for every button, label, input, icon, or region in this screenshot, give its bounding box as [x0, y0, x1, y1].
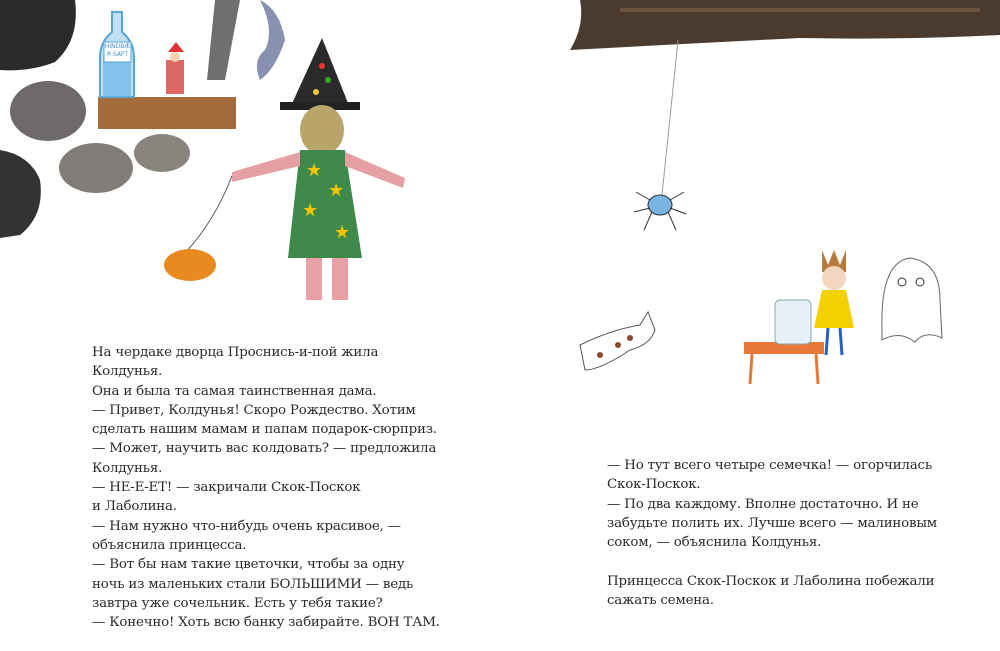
grey-stone: [134, 134, 190, 172]
dark-rock: [0, 150, 41, 238]
text-line: — По два каждому. Вполне достаточно. И не: [607, 496, 919, 512]
text-line: — Но тут всего четыре семечка! — огорчилась: [607, 458, 932, 473]
text-line: — НЕ-Е-ЕТ! — закричали Скок-Поскок: [92, 480, 361, 496]
witch-arm: [345, 152, 405, 188]
text-line: завтра уже сочельник. Есть у тебя такие?: [92, 595, 383, 611]
text-line: Колдунья.: [92, 364, 163, 380]
witch-face: [300, 105, 344, 155]
girl-dress: [814, 290, 854, 328]
text-line: Скок-Поскок.: [607, 477, 701, 493]
text-line: сделать нашим мамам и папам подарок-сюрприз.: [92, 422, 437, 438]
text-line: ночь из маленьких стали БОЛЬШИМИ — ведь: [92, 576, 414, 592]
svg-text:★: ★: [306, 160, 323, 181]
attic-beam: [570, 0, 1000, 50]
text-line: На чердаке дворца Проснись-и-пой жила: [92, 345, 379, 360]
text-line: Она и была та самая таинственная дама.: [92, 383, 377, 399]
text-line: и Лаболина.: [92, 499, 177, 515]
right-page: [500, 0, 1000, 651]
frog: [164, 249, 216, 281]
spider-thread: [662, 40, 678, 195]
dark-rock: [0, 0, 76, 70]
story-text-left: [92, 343, 440, 632]
svg-text:★: ★: [328, 180, 345, 201]
svg-text:★: ★: [334, 222, 351, 243]
witch-attic-illustration: [0, 0, 500, 320]
ghost: [882, 258, 942, 342]
bottle-label-lettering: HINDBÆR SAFT: [104, 43, 131, 58]
grey-stone: [10, 81, 86, 141]
text-line: — Привет, Колдунья! Скоро Рождество. Хотим: [92, 402, 416, 418]
dog: [580, 312, 655, 370]
story-text-right: [607, 456, 937, 610]
text-line: сажать семена.: [607, 593, 714, 609]
text-line: — Конечно! Хоть всю банку забирайте. ВОН ТАМ.: [92, 615, 440, 631]
gnome: [168, 42, 184, 52]
wooden-shelf: [98, 97, 236, 129]
text-line: объяснила принцесса.: [92, 537, 247, 553]
witch-hat: [290, 38, 350, 108]
spider-children-illustration: [500, 0, 1000, 400]
text-line: — Вот бы нам такие цветочки, чтобы за одну: [92, 557, 405, 573]
text-line: забудьте полить их. Лучше всего — малиновым: [607, 515, 938, 531]
witch-arm: [232, 152, 300, 182]
leash: [186, 176, 232, 252]
seed-jar: [775, 300, 811, 344]
text-line: — Может, научить вас колдовать? — предложила: [92, 441, 437, 457]
hanging-cloth: [257, 0, 285, 80]
text-line: Колдунья.: [92, 460, 163, 476]
text-line: — Нам нужно что-нибудь очень красивое, —: [92, 518, 401, 534]
svg-text:★: ★: [302, 200, 319, 221]
text-line: Принцесса Скок-Поскок и Лаболина побежали: [607, 573, 935, 589]
grey-stone: [59, 143, 133, 193]
stovepipe: [207, 0, 240, 80]
text-line: соком, — объяснила Колдунья.: [607, 535, 822, 551]
